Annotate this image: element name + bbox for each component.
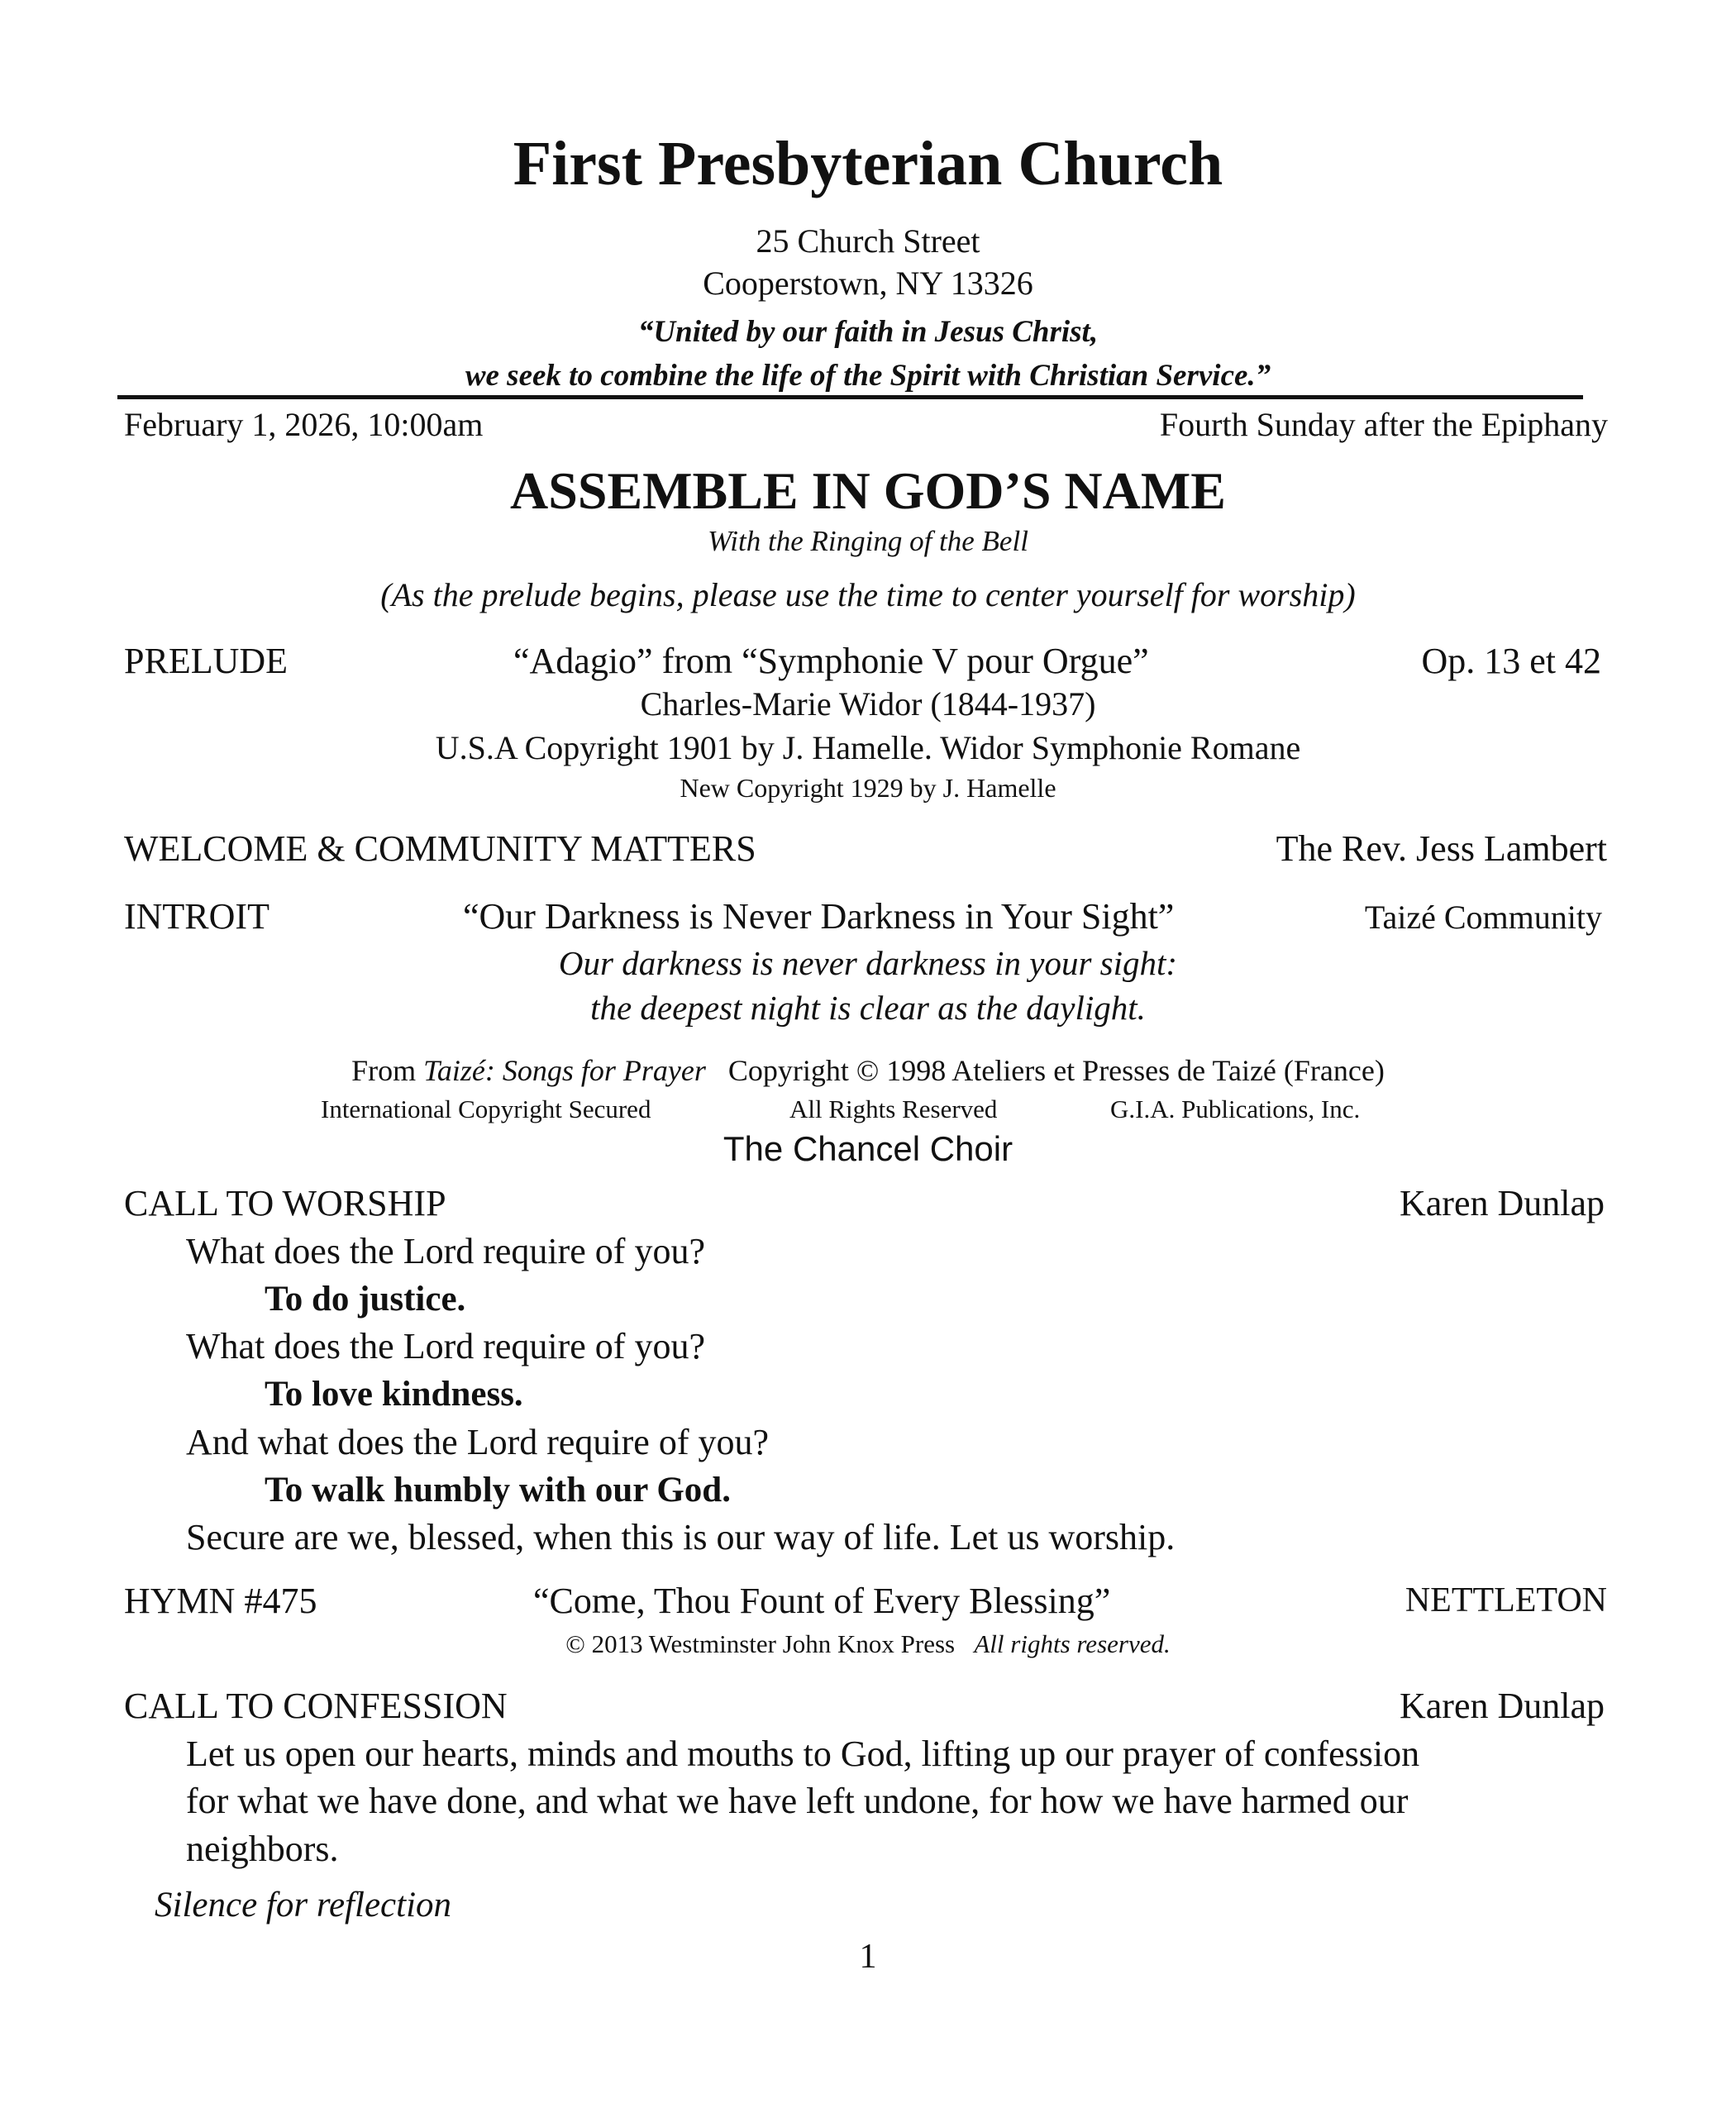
call-to-worship-leader: Karen Dunlap: [1399, 1183, 1605, 1223]
call-to-worship-label: CALL TO WORSHIP: [124, 1183, 446, 1223]
silence-instruction: Silence for reflection: [155, 1886, 452, 1924]
prelude-title: “Adagio” from “Symphonie V pour Orgue”: [513, 641, 1149, 681]
prelude-label: PRELUDE: [124, 641, 288, 681]
introit-rights-2: All Rights Reserved: [789, 1095, 998, 1123]
introit-performer: The Chancel Choir: [723, 1129, 1013, 1168]
hymn-rights: All rights reserved.: [974, 1629, 1171, 1658]
call-to-confession-leader: Karen Dunlap: [1399, 1686, 1605, 1726]
confession-body-line-1: Let us open our hearts, minds and mouths to God, lifting up our prayer of confession: [186, 1734, 1420, 1774]
page-number: 1: [859, 1938, 877, 1976]
leader-line: And what does the Lord require of you?: [186, 1422, 770, 1462]
confession-body-line-2: for what we have done, and what we have left undone, for how we have harmed our: [186, 1781, 1409, 1821]
worship-instruction: (As the prelude begins, please use the time to center yourself for worship): [380, 576, 1356, 613]
prelude-copyright-1: U.S.A Copyright 1901 by J. Hamelle. Widor Symphonie Romane: [435, 729, 1301, 766]
introit-from-prefix: From: [351, 1054, 417, 1087]
prelude-opus: Op. 13 et 42: [1421, 641, 1601, 681]
header-divider: [117, 395, 1583, 399]
introit-from-copyright: Copyright © 1998 Ateliers et Presses de Taizé (France): [727, 1054, 1385, 1087]
address-line-2: Cooperstown, NY 13326: [703, 265, 1033, 302]
prelude-copyright-2: New Copyright 1929 by J. Hamelle: [680, 773, 1056, 803]
introit-credit: [0, 1056, 1736, 1085]
introit-from-book: Taizé: Songs for Prayer: [423, 1054, 706, 1087]
introit-source: Taizé Community: [1364, 899, 1602, 936]
motto-line-2: we seek to combine the life of the Spirit with Christian Service.”: [465, 359, 1271, 393]
leader-line: What does the Lord require of you?: [186, 1231, 705, 1271]
service-date-time: February 1, 2026, 10:00am: [124, 406, 484, 443]
section-subtitle: With the Ringing of the Bell: [708, 525, 1028, 557]
hymn-label: HYMN #475: [124, 1581, 317, 1621]
hymn-title: “Come, Thou Fount of Every Blessing”: [533, 1581, 1111, 1621]
people-response: To do justice.: [265, 1280, 466, 1319]
introit-title: “Our Darkness is Never Darkness in Your Sight”: [463, 896, 1175, 937]
welcome-label: WELCOME & COMMUNITY MATTERS: [124, 828, 756, 869]
introit-lyric-1: Our darkness is never darkness in your sight:: [558, 944, 1178, 982]
leader-line: Secure are we, blessed, when this is our way of life. Let us worship.: [186, 1517, 1176, 1557]
call-to-confession-label: CALL TO CONFESSION: [124, 1686, 508, 1726]
hymn-tune: NETTLETON: [1405, 1581, 1607, 1619]
leader-line: What does the Lord require of you?: [186, 1326, 705, 1366]
church-name: First Presbyterian Church: [513, 129, 1223, 198]
introit-label: INTROIT: [124, 896, 269, 937]
introit-rights-3: G.I.A. Publications, Inc.: [1110, 1095, 1361, 1123]
section-title: ASSEMBLE IN GOD’S NAME: [510, 461, 1226, 520]
welcome-leader: The Rev. Jess Lambert: [1276, 828, 1607, 869]
hymn-copyright: © 2013 Westminster John Knox Press: [565, 1629, 956, 1658]
introit-rights-1: International Copyright Secured: [321, 1095, 651, 1123]
address-line-1: 25 Church Street: [756, 222, 980, 260]
prelude-composer: Charles-Marie Widor (1844-1937): [640, 685, 1096, 723]
introit-lyric-2: the deepest night is clear as the daylight.: [590, 989, 1146, 1027]
people-response: To walk humbly with our God.: [265, 1471, 731, 1509]
liturgical-day: Fourth Sunday after the Epiphany: [1159, 406, 1608, 443]
motto-line-1: “United by our faith in Jesus Christ,: [637, 315, 1099, 349]
hymn-copyright-line: [0, 1631, 1736, 1657]
confession-body-line-3: neighbors.: [186, 1829, 339, 1869]
people-response: To love kindness.: [265, 1375, 523, 1414]
